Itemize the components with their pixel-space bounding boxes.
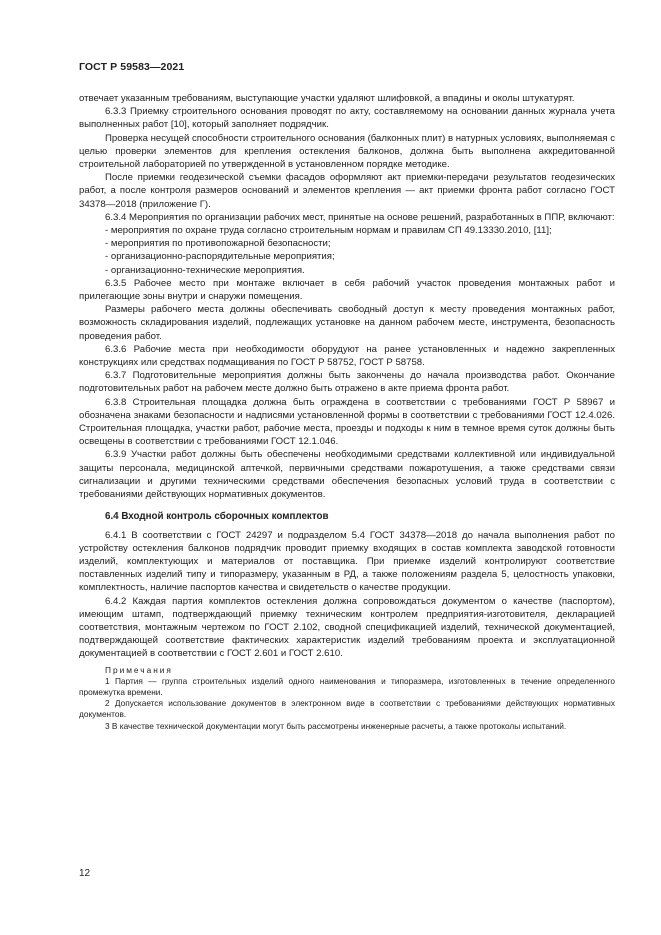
note-item: 1 Партия — группа строительных изделий одного наименования и типоразмера, изготовленных в течение определенного промежутка времени.	[79, 675, 615, 697]
body-paragraph: Размеры рабочего места должны обеспечивать свободный доступ к месту проведения монтажных работ, возможность складирования изделий, подлежащих установке на данном рабочем месте, инструмента, безопасность проведения работ.	[79, 304, 615, 342]
document-body	[79, 92, 615, 732]
section-title: 6.4 Входной контроль сборочных комплектов	[105, 511, 329, 523]
body-paragraph: 6.3.3 Приемку строительного основания проводят по акту, составляемому на основании данных журнала учета выполненных работ [10], который заполняет подрядчик.	[79, 106, 615, 131]
body-paragraph: 6.3.7 Подготовительные мероприятия должны быть закончены до начала производства работ. Окончание подготовительных работ на рабочем месте должно быть отражено в акте приема фронта работ.	[79, 370, 615, 395]
note-item: 3 В качестве технической документации могут быть рассмотрены инженерные расчеты, а также протоколы испытаний.	[105, 720, 567, 731]
note-item: 2 Допускается использование документов в электронном виде в соответствии с требованиями действующих нормативных документов.	[79, 698, 615, 720]
body-paragraph: 6.3.6 Рабочие места при необходимости оборудуют на ранее установленных и надежно закрепленных конструкциях или средствах подмащивания по ГОСТ Р 58752, ГОСТ Р 58758.	[79, 343, 615, 369]
document-header: ГОСТ Р 59583—2021	[79, 61, 185, 73]
body-paragraph: 6.3.5 Рабочее место при монтаже включает в себя рабочий участок проведения монтажных работ и прилегающие зоны внутри и снаружи помещения.	[79, 277, 615, 303]
list-item: - организационно-распорядительные мероприятия;	[105, 251, 335, 263]
list-item: - организационно-технические мероприятия.	[105, 264, 305, 276]
body-paragraph: отвечает указанным требованиям, выступающие участки удаляют шлифовкой, а впадины и околы штукатурят.	[79, 93, 575, 104]
notes-title: Примечания	[105, 664, 173, 675]
body-paragraph: После приемки геодезической съемки фасадов оформляют акт приемки-передачи результатов геодезических работ, а после контроля размеров оснований и элементов крепления — акт приемки фронта работ согласно ГОСТ 34378—2018 (приложение Г).	[79, 172, 615, 210]
body-paragraph: 6.3.4 Мероприятия по организации рабочих мест, принятые на основе решений, разработанных в ППР, включают:	[105, 211, 615, 223]
list-item: - мероприятия по противопожарной безопасности;	[105, 238, 331, 250]
body-paragraph: 6.3.9 Участки работ должны быть обеспечены необходимыми средствами коллективной или индивидуальной защиты персонала, медицинской аптечкой, первичными средствами пожаротушения, а также средствами связи сигнализации и другими техническими средствами обеспечения безопасных условий труда в соответствии с требованиями действующих нормативных документов.	[79, 449, 615, 501]
section-paragraph: 6.4.1 В соответствии с ГОСТ 24297 и подразделом 5.4 ГОСТ 34378—2018 до начала выполнения работ по устройству остекления балконов подрядчик проводит приемку входящих в состав комплекта заводской готовности изделий, комплектующих и материалов от поставщика. При приемке изделий контролируют соответствие поставленных изделий типу и типоразмеру, указанным в РД, а также положениям раздела 5, целостность упаковки, комплектность, наличие паспортов качества и свидетельств о качестве продукции.	[79, 529, 615, 594]
body-paragraph: Проверка несущей способности строительного основания (балконных плит) в натурных условиях, выполняемая с целью проверки элементов для крепления остекления балконов, должна быть выполнена аккредитованной строительной лабораторией по утвержденной в установленном порядке методике.	[79, 132, 615, 171]
page-number: 12	[79, 868, 91, 879]
section-paragraph: 6.4.2 Каждая партия комплектов остекления должна сопровождаться документом о качестве (паспортом), имеющим штамп, подтверждающий приемку техническим контролем предприятия-изготовителя, декларацией соответствия, монтажным чертежом по ГОСТ 2.102, сводной спецификацией изделий, технической документацией, подтверждающей соответствие фактических характеристик изделий требованиям проекта и эксплуатационной документацией в соответствии с ГОСТ 2.601 и ГОСТ 2.610.	[79, 595, 615, 660]
notes-block	[79, 665, 615, 732]
body-paragraph: 6.3.8 Строительная площадка должна быть ограждена в соответствии с требованиями ГОСТ Р 58967 и обозначена знаками безопасности и надписями установленной формы в соответствии с требованиями ГОСТ 12.4.026. Строительная площадка, участки работ, рабочие места, проезды и подходы к ним в темное время суток должны быть освещены в соответствии с требованиями ГОСТ 12.1.046.	[79, 396, 615, 448]
list-item: - мероприятия по охране труда согласно строительным нормам и правилам СП 49.13330.2010, [11];	[105, 225, 552, 237]
